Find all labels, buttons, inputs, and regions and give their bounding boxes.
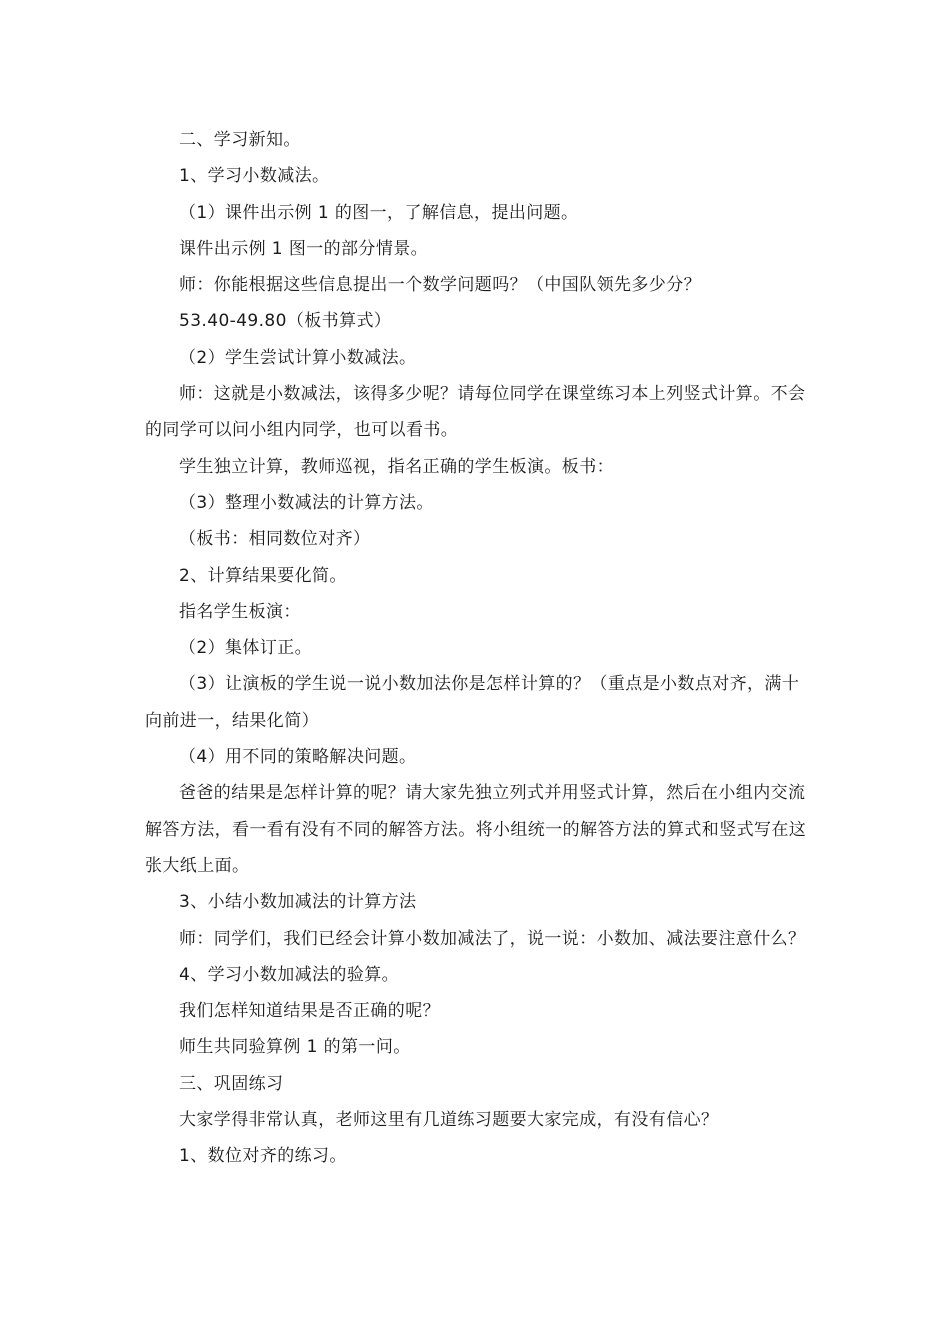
paragraph-subheading: 2、计算结果要化简。 [179, 565, 347, 586]
paragraph: （3）整理小数减法的计算方法。 [179, 492, 434, 513]
paragraph-section-heading: 三、巩固练习 [179, 1073, 284, 1094]
paragraph: （3）让演板的学生说一说小数加法你是怎样计算的？（重点是小数点对齐，满十向前进一，结果化简） [145, 674, 800, 731]
paragraph-section-heading: 二、学习新知。 [179, 130, 301, 150]
paragraph: （1）课件出示例 1 的图一，了解信息，提出问题。 [179, 202, 579, 223]
paragraph-formula: 53.40-49.80（板书算式） [179, 311, 392, 332]
document-body [145, 122, 815, 1175]
paragraph: 我们怎样知道结果是否正确的呢？ [179, 1001, 440, 1022]
paragraph: 学生独立计算，教师巡视，指名正确的学生板演。板书： [179, 456, 614, 477]
paragraph: 爸爸的结果是怎样计算的呢？请大家先独立列式并用竖式计算，然后在小组内交流解答方法，看一看有没有不同的解答方法。将小组统一的解答方法的算式和竖式写在这张大纸上面。 [145, 783, 807, 876]
paragraph: （板书：相同数位对齐） [179, 529, 371, 550]
paragraph-subheading: 4、学习小数加减法的验算。 [179, 964, 400, 985]
paragraph: 师：这就是小数减法，该得多少呢？请每位同学在课堂练习本上列竖式计算。不会的同学可以问小组内同学，也可以看书。 [145, 384, 806, 441]
paragraph: （2）集体订正。 [179, 638, 313, 659]
paragraph: 指名学生板演： [179, 601, 301, 622]
paragraph: （4）用不同的策略解决问题。 [179, 747, 417, 768]
paragraph: 师：同学们，我们已经会计算小数加减法了，说一说：小数加、减法要注意什么？ [179, 928, 806, 949]
paragraph: 师生共同验算例 1 的第一问。 [179, 1037, 411, 1058]
paragraph-subheading: 3、小结小数加减法的计算方法 [179, 892, 417, 913]
paragraph: 师：你能根据这些信息提出一个数学问题吗？（中国队领先多少分？ [179, 275, 701, 296]
paragraph: 课件出示例 1 图一的部分情景。 [179, 238, 429, 259]
paragraph-subheading: 1、学习小数减法。 [179, 166, 330, 187]
paragraph: （2）学生尝试计算小数减法。 [179, 347, 417, 368]
paragraph: 大家学得非常认真，老师这里有几道练习题要大家完成，有没有信心？ [179, 1110, 719, 1131]
paragraph-subheading: 1、数位对齐的练习。 [179, 1146, 347, 1167]
